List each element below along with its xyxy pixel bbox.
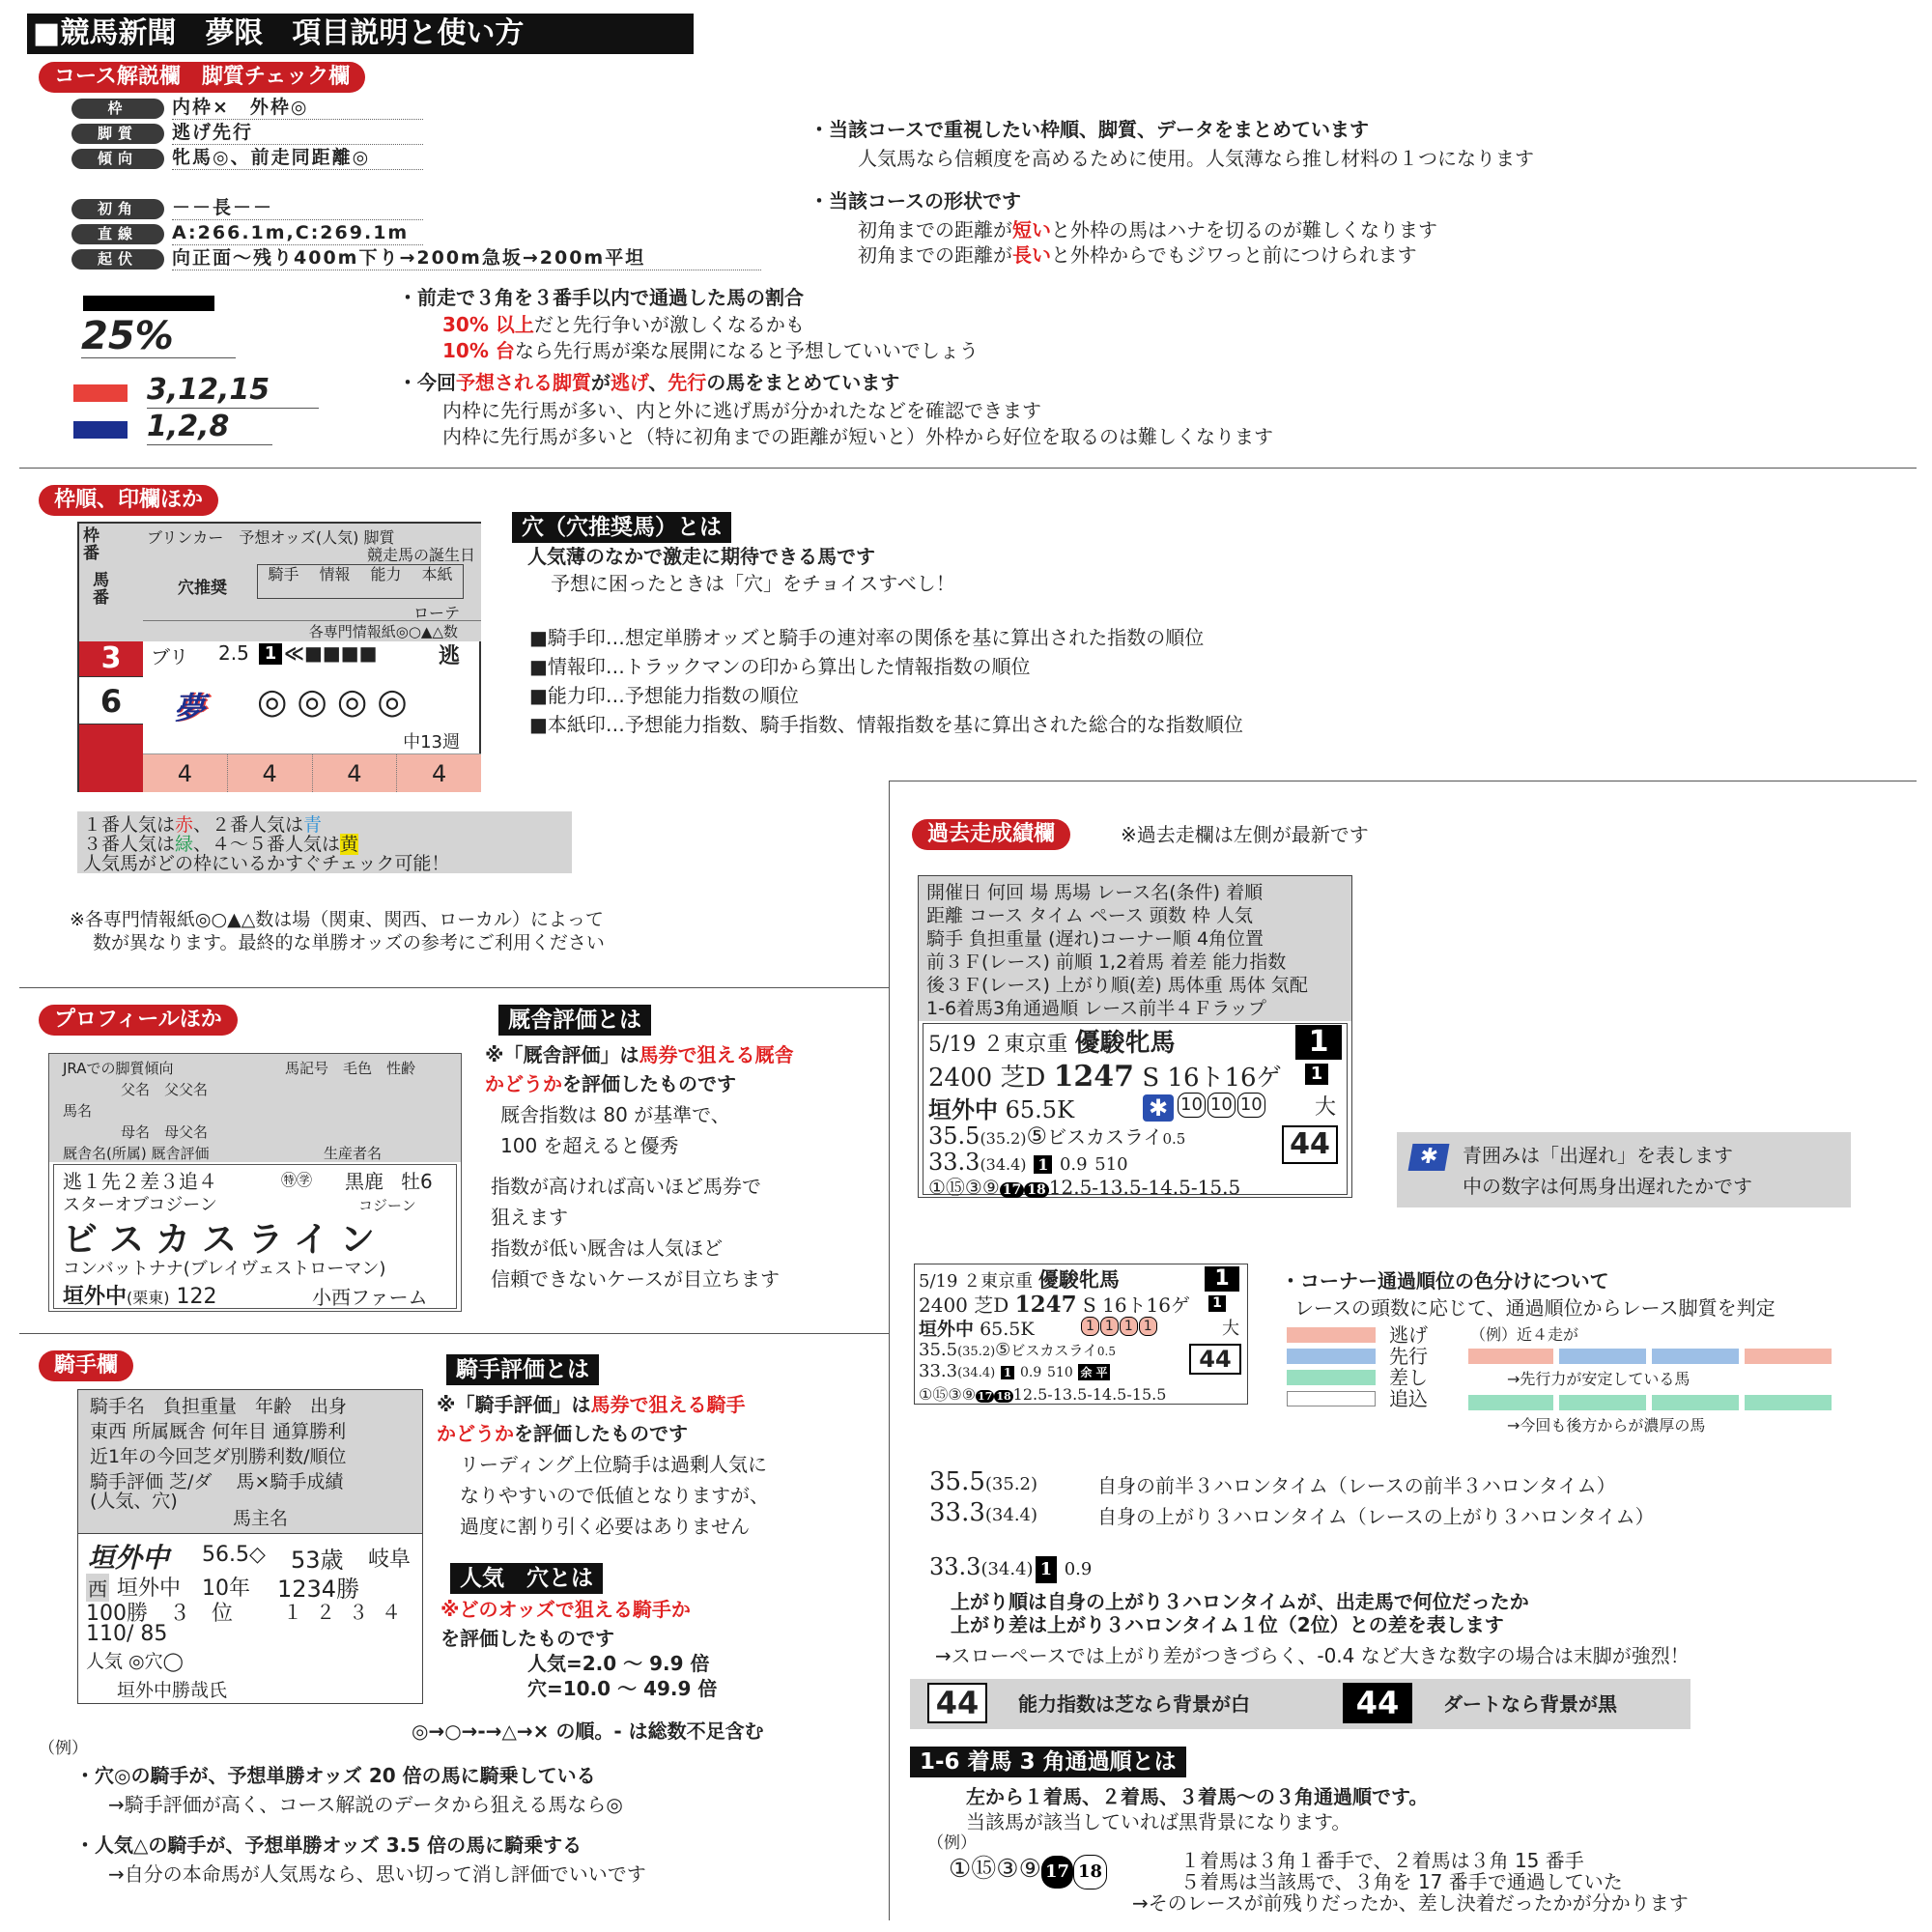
past-hdr: 開催日 何回 場 馬場 レース名(条件) 着順 (926, 882, 1264, 903)
legend-name: 差し (1389, 1366, 1428, 1389)
ana-title: 穴（穴推奨馬）とは (512, 512, 731, 543)
pct-bar (83, 296, 214, 311)
late-start-icon: ✱ (1408, 1144, 1450, 1171)
waku-section-label: 枠順、印欄ほか (39, 485, 218, 516)
bullet: ■本紙印…予想能力指数、騎手指数、情報指数を基に算出された総合的な指数順位 (529, 713, 1243, 736)
course-tag: 枠 (71, 99, 164, 119)
corner-pos: 10 (1208, 1093, 1236, 1118)
mark-circle: ◎ (257, 682, 292, 722)
sixth-order: ①⑮③⑨ 17 18 (949, 1853, 1107, 1889)
divider (19, 987, 889, 988)
front-time: 35.5(35.2) (929, 1467, 1038, 1496)
h-sire: 父名 父父名 (121, 1081, 209, 1098)
papers-count: ≪■■■■ (284, 641, 378, 665)
past-hdr: 騎手 負担重量 (遅れ)コーナー順 4角位置 (926, 928, 1264, 950)
jockey-name: 垣外中 (88, 1542, 170, 1574)
stable-e2: かどうかを評価したものです (485, 1072, 736, 1095)
h-name: 馬名 (63, 1102, 93, 1120)
h-mark-info: 情報 (319, 565, 351, 583)
s-corner: 1 (1100, 1317, 1119, 1336)
turf-text: 能力指数は芝なら背景が白 (1018, 1692, 1250, 1716)
stable-e3: 厩舎指数は 80 が基準で、 (500, 1103, 730, 1126)
fourth-corner: 大 (1315, 1095, 1337, 1120)
ex-bar (1559, 1349, 1646, 1364)
h-waku: 枠番 (83, 526, 99, 563)
jockey-eval-title: 騎手評価とは (446, 1354, 599, 1385)
sixth-ex3: →そのレースが前残りだったか、差し決着だったかが分かります (1132, 1891, 1689, 1915)
divider (19, 468, 1917, 469)
stable-e1: ※「厩舎評価」は馬券で狙える厩舎 (485, 1043, 794, 1066)
dirt-text: ダートなら背景が黒 (1443, 1692, 1617, 1716)
s-place: 1 (1205, 1266, 1239, 1292)
turf-index: 44 (927, 1683, 987, 1723)
ex-bar (1468, 1395, 1553, 1410)
rank-cell: 4 (228, 754, 313, 792)
jockey-e4: なりやすいので低値となりますが、 (460, 1484, 769, 1507)
course-value: －－長－－ (172, 196, 423, 220)
running-style: 逃 (439, 644, 461, 668)
course-value: A:266.1m,C:269.1m (172, 221, 423, 245)
waku-footnote1: ※各専門情報紙◎○▲△数は場（関東、関西、ローカル）によって (70, 909, 604, 930)
divider-vertical (889, 781, 890, 1920)
course-value: 向正面～残り400m下り→200m急坂→200m平坦 (172, 246, 761, 270)
h-mark-jockey: 騎手 (268, 565, 299, 583)
example-label: （例） (39, 1739, 88, 1758)
legend-name: 追込 (1389, 1387, 1428, 1410)
h-trainer: 厩舎名(所属) 厩舎評価 (63, 1145, 210, 1162)
ability-index: 44 (1282, 1125, 1338, 1164)
sixth-title: 1-6 着馬 3 角通過順とは (910, 1747, 1186, 1777)
ex-a: →先行力が安定している馬 (1507, 1370, 1690, 1388)
ex-bar (1652, 1349, 1739, 1364)
popularity-note: １番人気は赤、２番人気は青 ３番人気は緑、４～５番人気は黄 人気馬がどの枠にいるかすぐチェック可能！ (77, 811, 572, 873)
ana-body1: 人気薄のなかで激走に期待できる馬です (527, 545, 875, 568)
legend-name: 逃げ (1389, 1323, 1428, 1347)
sixth-ex: （例） (927, 1833, 977, 1853)
sire: スターオブコジーン (63, 1195, 217, 1215)
blue-swatch (73, 421, 128, 439)
race-line2: 2400 芝D 1247 S 16ト16ゲ (928, 1060, 1282, 1094)
example-1b: →騎手評価が高く、コース解説のデータから狙える馬なら◎ (108, 1793, 623, 1816)
nums-blue: 1,2,8 (147, 410, 272, 445)
s-line1: 5/19 ２東京重 優駿牝馬 (919, 1267, 1120, 1292)
jockey-years: 10年 (202, 1577, 250, 1601)
corner-sub: レースの頭数に応じて、通過順位からレース脚質を判定 (1294, 1296, 1776, 1320)
course-tag: 初角 (71, 199, 164, 219)
s-corners (1081, 1317, 1157, 1336)
h-ana: 穴推奨 (178, 579, 227, 598)
legend-name: 先行 (1389, 1345, 1428, 1368)
s-line4: 35.5(35.2)⑤ビスカスライ0.5 (919, 1340, 1116, 1360)
ex-bar (1745, 1395, 1832, 1410)
jockey-e5: 過度に割り引く必要はありません (460, 1515, 750, 1538)
profile-table (48, 1053, 462, 1312)
finish-place: 1 (1295, 1025, 1342, 1060)
jockey-section-label: 騎手欄 (39, 1350, 133, 1381)
corner-positions (1178, 1093, 1265, 1118)
legend-swatch (1287, 1370, 1376, 1385)
course-tag: 起伏 (71, 249, 164, 270)
nums-body1: 内枠に先行馬が多い、内と外に逃げ馬が分かれたなどを確認できます (442, 399, 1041, 422)
past-section-label: 過去走成績欄 (912, 819, 1070, 850)
s-line3: 垣外中 65.5K (919, 1319, 1035, 1340)
course-note1-body: 人気馬なら信頼度を高めるために使用。人気薄なら推し材料の１つになります (858, 147, 1534, 170)
jockey-popana: 人気 ◎穴◯ (86, 1651, 184, 1672)
sixth-2: 当該馬が該当していれば黒背景になります。 (966, 1810, 1351, 1833)
rotation: 中13週 (403, 732, 460, 753)
jockey-e3: リーディング上位騎手は過剰人気に (460, 1453, 767, 1476)
late-note1: 青囲みは「出遅れ」を表します (1463, 1144, 1733, 1167)
h-breeder: 生産者名 (324, 1145, 383, 1162)
dam: コンバットナナ(ブレイヴェストローマン) (63, 1259, 386, 1279)
jockey-e2: かどうかを評価したものです (437, 1422, 688, 1445)
jockey-recent: 100勝 ３ 位 (86, 1602, 233, 1626)
s-line5: 33.3(34.4) 1 0.9 510 余 平 (919, 1361, 1108, 1381)
race-line1: 5/19 ２東京重 優駿牝馬 (928, 1029, 1176, 1058)
s-corner: 1 (1120, 1317, 1138, 1336)
jockey-weight: 56.5◇ (202, 1543, 266, 1567)
stable-e4: 100 を超えると優秀 (500, 1134, 679, 1157)
legend-swatch (1287, 1327, 1376, 1343)
s-pop: 1 (1208, 1295, 1226, 1312)
sex-age: 牡6 (401, 1170, 433, 1193)
stable-e5: 指数が高ければ高いほど馬券で (491, 1175, 761, 1198)
popularity-rank: 1 (1305, 1064, 1328, 1085)
h-top: ブリンカー 予想オッズ(人気) 脚質 (147, 528, 395, 547)
h-style: JRAでの脚質傾向 (63, 1060, 174, 1077)
page-title: ■競馬新聞 夢限 項目説明と使い方 (27, 14, 694, 54)
dirt-index: 44 (1343, 1683, 1412, 1723)
color-legend (1285, 1323, 1903, 1439)
front-desc: 自身の前半３ハロンタイム（レースの前半３ハロンタイム） (1097, 1474, 1616, 1497)
stable-e6: 狙えます (491, 1206, 568, 1229)
stable-e8: 信頼できないケースが目立ちます (491, 1267, 780, 1291)
course-value: 内枠× 外枠◎ (172, 96, 423, 120)
course-section-label: コース解説欄 脚質チェック欄 (39, 62, 365, 93)
pop-ana-5: ◎→○→-→△→× の順。- は総数不足含む (412, 1719, 764, 1743)
jh1: 騎手名 負担重量 年齢 出身 (90, 1396, 348, 1417)
rank-cell: 4 (143, 754, 228, 792)
race-line3: 垣外中 65.5K (928, 1095, 1075, 1123)
mark-circles (257, 682, 412, 722)
h-mark-ability: 能力 (370, 565, 402, 583)
course-note1-head: ・当該コースで重視したい枠順、脚質、データをまとめています (810, 118, 1369, 141)
course-rows (71, 97, 371, 174)
course-rows-2 (71, 197, 646, 274)
jockey-age: 53歳 (291, 1547, 344, 1574)
jockey-stable: 垣外中 (117, 1577, 182, 1601)
stable-eval-title: 厩舎評価とは (498, 1005, 651, 1036)
course-tag: 直線 (71, 224, 164, 244)
s-corner: 1 (1081, 1317, 1099, 1336)
ex-bar (1559, 1395, 1646, 1410)
up-3: →スローペースでは上がり差がつきづらく、-0.4 など大きな数字の場合は末脚が強烈！ (935, 1644, 1690, 1667)
sixth-ex2: ５着馬は当該馬で、３角を 17 番手で通過していた (1180, 1870, 1623, 1893)
late-start-note (1397, 1132, 1851, 1208)
h-rote: ローテ (412, 604, 460, 622)
last-rank-example: 33.3(34.4) 1 0.9 (929, 1553, 1092, 1583)
course-tag: 脚質 (71, 124, 164, 144)
last-desc: 自身の上がり３ハロンタイム（レースの上がり３ハロンタイム） (1097, 1505, 1655, 1528)
ex-b: →今回も後方からが濃厚の馬 (1507, 1416, 1706, 1435)
corner-pos: 10 (1178, 1093, 1206, 1118)
legend-example: （例）近４走が (1470, 1325, 1579, 1344)
h-mark-paper: 本紙 (421, 565, 453, 583)
jh3: 近1年の今回芝ダ別勝利数/順位 (90, 1446, 347, 1467)
frame-number: 3 (79, 641, 143, 676)
jh2: 東西 所属厩舎 何年目 通算勝利 (90, 1421, 347, 1442)
example-2b: →自分の本命馬が人気馬なら、思い切って消し評価でいいです (108, 1862, 646, 1886)
h-birth: 競走馬の誕生日 (366, 546, 475, 564)
jh5: (人気、穴) (90, 1491, 178, 1512)
jockey-eval: 110/ 85 (86, 1622, 168, 1646)
late-note2: 中の数字は何馬身出遅れたかです (1463, 1175, 1752, 1198)
profile-section-label: プロフィールほか (39, 1005, 238, 1036)
bullet: ■情報印…トラックマンの印から算出した情報指数の順位 (529, 655, 1031, 678)
mark-circle: ◎ (297, 682, 331, 722)
index-bg-note (910, 1679, 1690, 1729)
example-1: ・穴◎の騎手が、予想単勝オッズ 20 倍の馬に騎乗している (75, 1764, 596, 1787)
odds: 2.5 (218, 641, 249, 665)
jockey-table (77, 1389, 423, 1704)
jh6: 馬主名 (233, 1508, 289, 1529)
past-hdr: 後３Ｆ(レース) 上がり順(差) 馬体重 馬体 気配 (926, 975, 1308, 996)
example-2: ・人気△の騎手が、予想単勝オッズ 3.5 倍の馬に騎乗する (75, 1833, 582, 1857)
pct-b: 10% 台なら先行馬が楽な展開になると予想していいでしょう (442, 339, 979, 362)
yume-logo: 夢 (174, 690, 206, 726)
trainer: 垣外中(栗東) 122 (63, 1285, 217, 1309)
nums-red: 3,12,15 (147, 373, 319, 409)
late-start-icon: ✱ (1143, 1094, 1174, 1122)
nums-head: ・今回予想される脚質が逃げ、先行の馬をまとめています (398, 371, 900, 394)
past-hdr: 1-6着馬3角通過順 レース前半４Ｆラップ (926, 998, 1266, 1019)
up-1: 上がり順は自身の上がり３ハロンタイムが、出走馬で何位だったか (951, 1590, 1529, 1613)
ex-bar (1468, 1349, 1553, 1364)
red-swatch (73, 384, 128, 402)
course-tag: 傾向 (71, 149, 164, 169)
sixth-ex1: １着馬は３角１番手で、２着馬は３角 15 番手 (1180, 1849, 1584, 1872)
corner-pos: 10 (1237, 1093, 1265, 1118)
course-note2-a: 初角までの距離が短いと外枠の馬はハナを切るのが難しくなります (858, 218, 1437, 242)
stable-e7: 指数が低い厩舎は人気ほど (491, 1236, 723, 1260)
sire-sire: コジーン (358, 1197, 416, 1214)
blinker: ブリ (151, 645, 189, 668)
h-uma: 馬番 (93, 571, 109, 608)
pop-ana-4: 穴=10.0 ～ 49.9 倍 (527, 1677, 718, 1700)
ex-bar (1745, 1349, 1832, 1364)
pop-ana-title: 人気 穴とは (450, 1563, 603, 1594)
past-note: ※過去走欄は左側が最新です (1121, 823, 1369, 846)
rank-cell: 4 (313, 754, 398, 792)
race-line6: ①⑮③⑨ 17 18 12.5-13.5-14.5-15.5 (928, 1176, 1241, 1199)
corner-title: ・コーナー通過順位の色分けについて (1281, 1269, 1609, 1293)
rank-cell: 4 (431, 760, 447, 787)
past-hdr: 距離 コース タイム ペース 頭数 枠 人気 (926, 905, 1253, 926)
sixth-1: 左から１着馬、２着馬、３着馬～の３角通過順です。 (966, 1785, 1429, 1808)
race-line5: 33.3(34.4) 1 0.9 510 (928, 1149, 1128, 1176)
course-note2-head: ・当該コースの形状です (810, 189, 1021, 213)
mark-circle: ◎ (377, 682, 412, 722)
horse-name: ビスカスライン (63, 1220, 386, 1260)
pop-ana-3: 人気=2.0 ～ 9.9 倍 (527, 1652, 710, 1675)
legend-swatch (1287, 1391, 1376, 1406)
style-row: 逃１先２差３追４ (63, 1170, 217, 1193)
past-hdr: 前３Ｆ(レース) 前順 1,2着馬 着差 能力指数 (926, 952, 1287, 973)
race-line4: 35.5(35.2)⑤ビスカスライ0.5 (928, 1122, 1186, 1150)
jockey-e1: ※「騎手評価」は馬券で狙える騎手 (437, 1393, 746, 1416)
coat: 黒鹿 (345, 1170, 384, 1193)
pct-a: 30% 以上だと先行争いが激しくなるかも (442, 313, 805, 336)
breeder: 小西ファーム (312, 1286, 428, 1309)
course-note2-b: 初角までの距離が長いと外枠からでもジワっと前につけられます (858, 243, 1417, 267)
s-corner: 1 (1139, 1317, 1157, 1336)
h-papers: 各専門情報紙◎○▲△数 (143, 620, 481, 641)
jockey-home: 岐阜 (368, 1548, 412, 1572)
ex-bar (1652, 1395, 1739, 1410)
divider (19, 1333, 889, 1334)
popularity: 1 (259, 643, 282, 665)
rank-row (143, 753, 481, 792)
bullet: ■能力印…予想能力指数の順位 (529, 684, 799, 707)
s-line6: ①⑮③⑨ 17 18 12.5-13.5-14.5-15.5 (919, 1385, 1167, 1404)
s-index: 44 (1189, 1344, 1241, 1375)
waku-table (77, 522, 481, 792)
bullet: ■騎手印…想定単勝オッズと騎手の連対率の関係を基に算出された指数の順位 (529, 626, 1205, 649)
horse-marks: ㊕㊫ (281, 1171, 313, 1189)
horse-number: 6 (79, 676, 143, 724)
h-dam: 母名 母父名 (121, 1123, 209, 1141)
s-line2: 2400 芝D 1247 S 16ト16ゲ (919, 1292, 1191, 1318)
course-value: 逃げ先行 (172, 121, 423, 145)
up-2: 上がり差は上がり３ハロンタイム１位（2位）との差を表します (951, 1613, 1504, 1636)
jh4: 騎手評価 芝/ダ 馬×騎手成績 (90, 1471, 344, 1492)
course-value: 牝馬◎、前走同距離◎ (172, 146, 423, 170)
pct-head: ・前走で３角を３番手以内で通過した馬の割合 (398, 286, 804, 309)
past-table (918, 875, 1352, 1198)
jockey-wins: 1234勝 (277, 1576, 360, 1603)
jockey-east-west: 西 (86, 1574, 109, 1602)
past-small-table (914, 1264, 1248, 1405)
pct-value: 25% (81, 315, 236, 358)
s-pos: 大 (1222, 1319, 1239, 1339)
ana-body2: 予想に困ったときは「穴」をチョイスすべし！ (551, 572, 955, 595)
pop-ana-2: を評価したものです (440, 1627, 614, 1650)
pop-ana-1: ※どのオッズで狙える騎手か (440, 1598, 691, 1621)
jockey-owner: 垣外中勝哉氏 (117, 1680, 228, 1701)
jockey-combo: １２３４ (283, 1601, 414, 1624)
mark-circle: ◎ (336, 682, 372, 722)
last-time: 33.3(34.4) (929, 1498, 1038, 1527)
nums-body2: 内枠に先行馬が多いと（特に初角までの距離が短いと）外枠から好位を取るのは難しくなります (442, 425, 1273, 448)
h-mark: 馬記号 毛色 性齢 (285, 1060, 416, 1077)
waku-footnote2: 数が異なります。最終的な単勝オッズの参考にご利用ください (93, 932, 605, 953)
legend-swatch (1287, 1349, 1376, 1364)
